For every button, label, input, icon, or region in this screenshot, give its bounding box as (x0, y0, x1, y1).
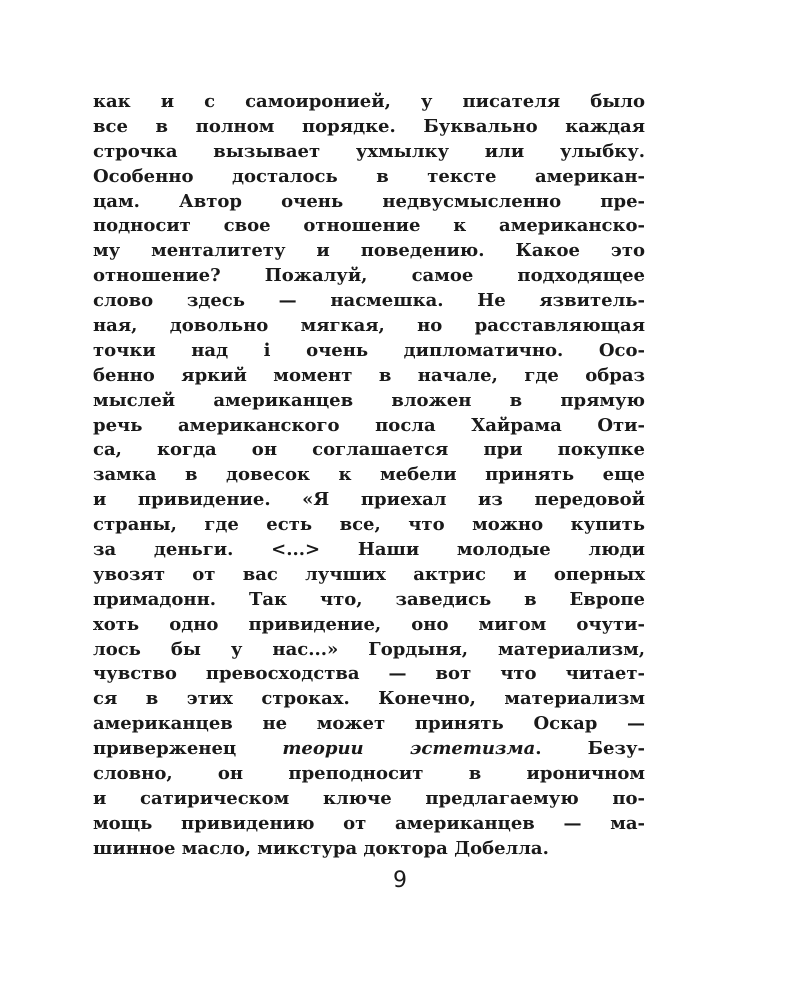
italic-term: теории эстетизма (282, 738, 536, 760)
text-fragment: приверженец (93, 738, 237, 760)
text-fragment: . Безу- (535, 738, 645, 760)
page-number: 9 (393, 868, 407, 893)
text-line: и привидение. «Я приехал из передовой (93, 489, 645, 511)
text-line: увозят от вас лучших актрис и оперных (93, 563, 645, 585)
text-line: отношение? Пожалуй, самое подходящее (93, 265, 645, 287)
text-line: подносит свое отношение к американско- (93, 215, 645, 237)
text-line: как и с самоиронией, у писателя было (93, 91, 645, 112)
text-line: словно, он преподносит в ироничном (93, 763, 645, 785)
text-line: мыслей американцев вложен в прямую (93, 389, 645, 411)
text-line: примадонн. Так что, заведись в Европе (93, 588, 645, 610)
text-line: бенно яркий момент в начале, где образ (93, 364, 645, 386)
text-line: му менталитету и поведению. Какое это (93, 240, 645, 262)
text-line: цам. Автор очень недвусмысленно пре- (93, 190, 645, 212)
text-line: шинное масло, микстура доктора Добелла. (93, 837, 549, 859)
text-line: лось бы у нас...» Гордыня, материализм, (93, 638, 645, 660)
text-line: чувство превосходства — вот что читает- (93, 663, 645, 685)
text-line: американцев не может принять Оскар — (93, 713, 645, 735)
text-line: строчка вызывает ухмылку или улыбку. (93, 140, 645, 162)
text-line: слово здесь — насмешка. Не язвитель- (93, 290, 645, 312)
text-line: ная, довольно мягкая, но расставляющая (93, 315, 645, 337)
text-line: точки над і очень дипломатично. Осо- (93, 339, 645, 361)
text-line: замка в довесок к мебели принять еще (93, 464, 645, 486)
text-line: страны, где есть все, что можно купить (93, 514, 645, 536)
body-text (93, 90, 645, 862)
text-line: мощь привидению от американцев — ма- (93, 812, 645, 834)
text-line: хоть одно привидение, оно мигом очути- (93, 613, 645, 635)
text-line: за деньги. <...> Наши молодые люди (93, 539, 645, 561)
text-line: са, когда он соглашается при покупке (93, 439, 645, 461)
text-line-with-italic (93, 737, 645, 762)
text-line: ся в этих строках. Конечно, материализм (93, 688, 645, 710)
text-line: и сатирическом ключе предлагаемую по- (93, 787, 645, 809)
text-line: речь американского посла Хайрама Оти- (93, 414, 645, 436)
text-line: Особенно досталось в тексте американ- (93, 165, 645, 187)
text-line: все в полном порядке. Буквально каждая (93, 115, 645, 137)
